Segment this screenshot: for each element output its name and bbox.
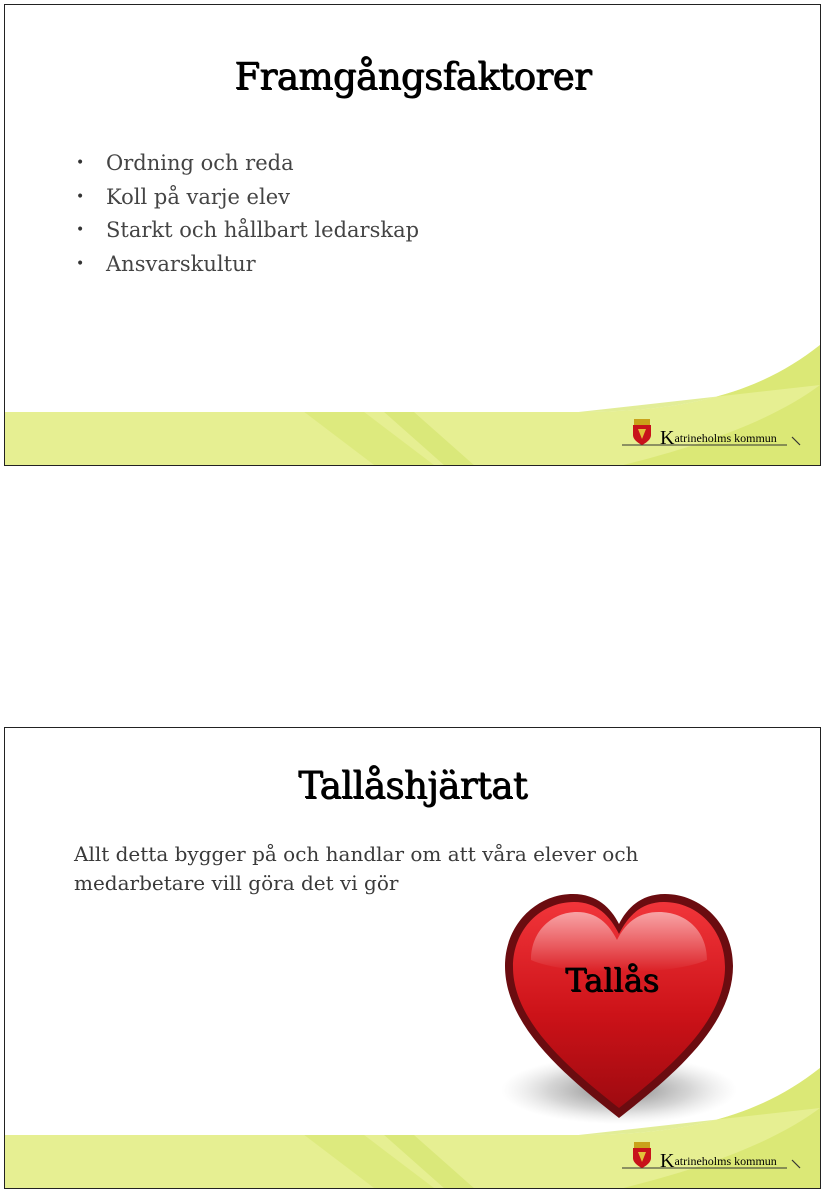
- body-text: Allt detta bygger på och handlar om att våra elever och medarbetare vill göra det vi gör: [74, 842, 639, 895]
- list-item: • Ordning och reda: [73, 147, 419, 181]
- bullet-icon: •: [76, 222, 85, 238]
- heart-icon: [501, 890, 737, 1130]
- bullet-list: [73, 147, 419, 281]
- slide-title: Tallåshjärtat: [298, 764, 527, 807]
- katrineholms-logo: [622, 1142, 802, 1172]
- slide-title: Framgångsfaktorer: [234, 55, 591, 98]
- slide-tallashjartat: [4, 727, 821, 1189]
- katrineholms-logo: [622, 419, 802, 449]
- bullet-icon: •: [76, 188, 85, 205]
- bullet-icon: •: [76, 255, 85, 272]
- crest-icon: [632, 419, 652, 445]
- heart-label: Tallås: [565, 961, 659, 999]
- slide-framgangsfaktorer: [4, 4, 821, 466]
- list-item: • Koll på varje elev: [73, 181, 419, 215]
- list-item: • Starkt och hållbart ledarskap: [73, 214, 419, 248]
- logo-text: Katrineholms kommun: [660, 427, 777, 449]
- bullet-icon: •: [76, 155, 85, 171]
- crest-icon: [632, 1142, 652, 1168]
- logo-text: Katrineholms kommun: [660, 1150, 777, 1172]
- list-item: • Ansvarskultur: [73, 248, 419, 282]
